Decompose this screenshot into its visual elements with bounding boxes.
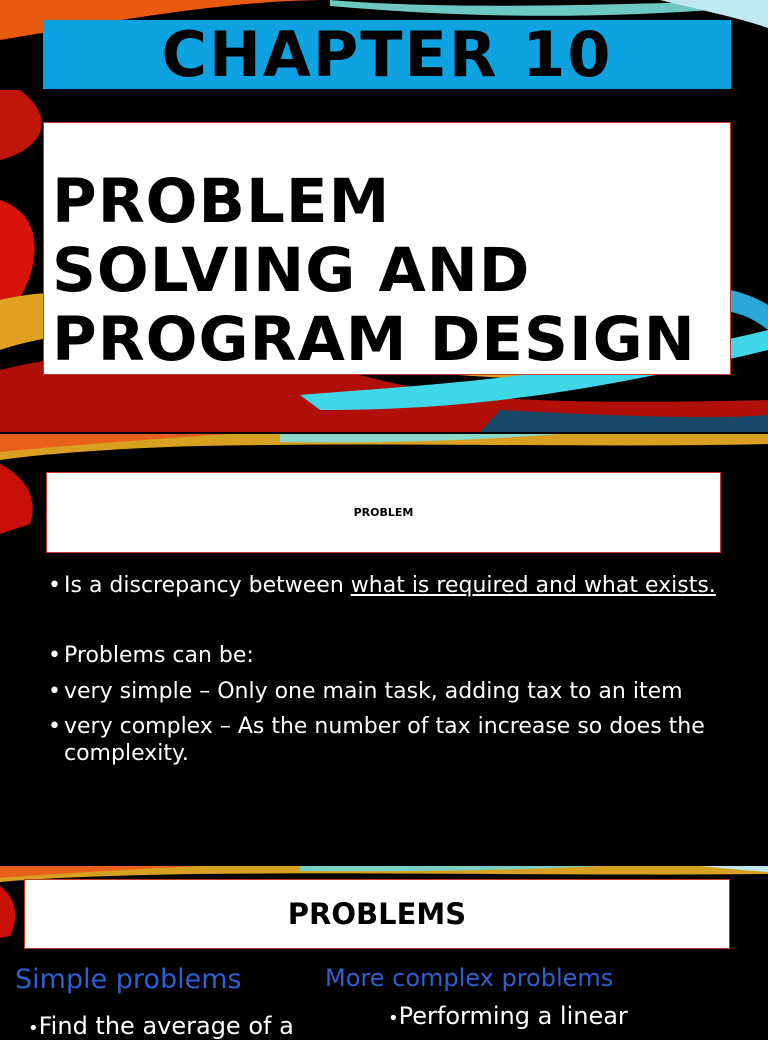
chapter-subtitle: PROBLEM SOLVING AND PROGRAM DESIGN — [52, 166, 696, 375]
complex-problem-item — [388, 1002, 628, 1030]
simple-problem-item — [28, 1012, 294, 1040]
bullet-icon: • — [48, 679, 61, 704]
problem-bullets — [48, 572, 728, 767]
bullet-problems-can-be — [48, 642, 728, 669]
chapter-subtitle-box — [43, 122, 731, 375]
bullet-icon: • — [388, 1008, 399, 1029]
problems-heading-box — [24, 879, 730, 949]
complex-problem-text: Performing a linear — [398, 1002, 628, 1030]
very-complex-text: very complex – As the number of tax increase so does the complexity. — [64, 714, 705, 766]
bullet-icon: • — [48, 573, 61, 598]
bullet-icon: • — [48, 714, 61, 739]
problem-heading-box — [46, 472, 721, 553]
complex-problems-heading: More complex problems — [325, 964, 614, 992]
problems-heading: PROBLEMS — [287, 897, 467, 931]
simple-problem-text: Find the average of a — [38, 1012, 294, 1040]
definition-underlined-text: what is required and what exists. — [350, 573, 716, 598]
bullet-very-complex — [48, 713, 728, 767]
problems-can-be-text: Problems can be: — [64, 643, 254, 668]
slide-problems — [0, 866, 768, 1040]
very-simple-text: very simple – Only one main task, adding tax to an item — [64, 679, 683, 704]
simple-problems-heading: Simple problems — [15, 964, 242, 995]
definition-text: Is a discrepancy between — [64, 573, 351, 598]
chapter-title-bar — [43, 17, 731, 91]
bullet-icon: • — [28, 1018, 39, 1039]
bullet-icon: • — [48, 643, 61, 668]
problem-heading: PROBLEM — [353, 506, 414, 519]
bullet-very-simple — [48, 678, 728, 705]
chapter-title: CHAPTER 10 — [161, 17, 613, 91]
bullet-definition — [48, 572, 728, 599]
slide-problem — [0, 434, 768, 864]
slide-title — [0, 0, 768, 432]
